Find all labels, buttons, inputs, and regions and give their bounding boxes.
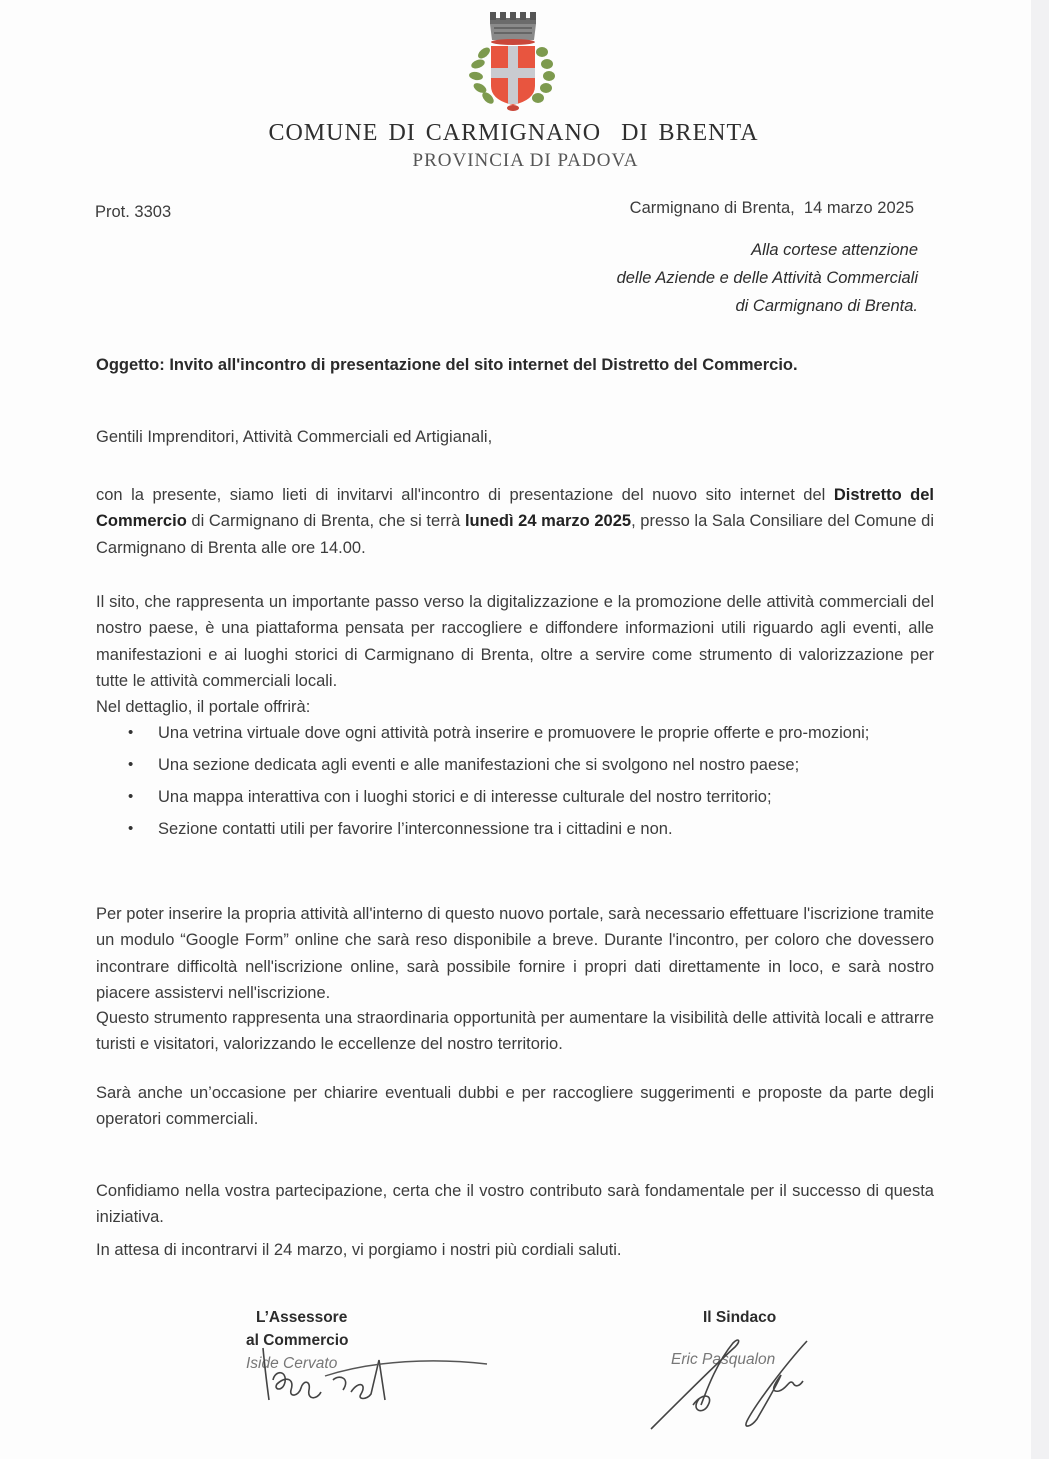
list-item: • Una vetrina virtuale dove ogni attività potrà inserire e promuovere le proprie offerte e pro-mozioni; <box>96 720 936 746</box>
signature-block-sindaco <box>671 1306 777 1368</box>
paragraph-invitation <box>96 482 934 561</box>
protocol-number: Prot. 3303 <box>95 203 172 221</box>
list-item: • Una mappa interattiva con i luoghi storici e di interesse culturale del nostro territorio; <box>96 784 936 810</box>
text-span: con la presente, siamo lieti di invitarvi all'incontro di presentazione del nuovo sito internet del <box>96 486 834 504</box>
recipient-block <box>617 236 918 320</box>
signatory-role: Il Sindaco <box>703 1309 777 1326</box>
page-edge-strip <box>1031 0 1049 1459</box>
recipient-line: Alla cortese attenzione <box>751 241 918 259</box>
signatory-name: Eric Pasqualon <box>671 1351 776 1368</box>
province-name: PROVINCIA DI PADOVA <box>412 150 639 171</box>
place-and-date: Carmignano di Brenta, 14 marzo 2025 <box>629 199 914 217</box>
district-name-bold: Distretto del Commercio <box>96 486 934 531</box>
list-item: • Sezione contatti utili per favorire l’interconnessione tra i cittadini e non. <box>96 816 936 842</box>
greeting: Gentili Imprenditori, Attività Commerciali ed Artigianali, <box>96 428 493 446</box>
list-intro: Nel dettaglio, il portale offrirà: <box>96 698 311 717</box>
municipality-name: COMUNE DI CARMIGNANO DI BRENTA <box>268 120 759 146</box>
paragraph-site-description <box>96 589 934 720</box>
paragraph-registration: Per poter inserire la propria attività all'interno di questo nuovo portale, sarà necessario effettuare l'iscrizione tramite un modulo “Google Form” online che sarà reso disponibile a breve. Durante l'incontro, per coloro che dovessero incontrare difficoltà nell'iscrizione online, sarà possibile fornire i propri dati direttamente in loco, e sarà nostro piacere assistervi nell'iscrizione. <box>96 905 934 1002</box>
paragraph-salutation: In attesa di incontrarvi il 24 marzo, vi porgiamo i nostri più cordiali saluti. <box>96 1241 622 1259</box>
signatory-name: Iside Cervato <box>246 1355 338 1372</box>
text-span: Il sito, che rappresenta un importante passo verso la digitalizzazione e la promozione delle attività commerciali del nostro paese, è una piattaforma pensata per raccogliere e diffondere informazioni utili riguardo agli eventi, alle manifestazioni e ai luoghi storici di Carmignano di Brenta, oltre a servire come strumento di valorizzazione per tutte le attività commerciali locali. <box>96 593 934 690</box>
signatory-role: al Commercio <box>246 1332 349 1349</box>
shield-icon <box>491 46 535 105</box>
recipient-line: di Carmignano di Brenta. <box>735 297 918 315</box>
event-date-bold: lunedì 24 marzo 2025 <box>464 512 632 531</box>
paragraph-closing: Confidiamo nella vostra partecipazione, certa che il vostro contributo sarà fondamentale per il successo di questa iniziativa. <box>96 1182 934 1227</box>
handwritten-signature-left <box>255 1340 495 1410</box>
text-span: , presso la Sala Consiliare del Comune di Carmignano di Brenta alle ore 14.00. <box>96 512 934 557</box>
crown-icon <box>490 12 536 45</box>
recipient-line: delle Aziende e delle Attività Commerciali <box>616 269 918 287</box>
list-item: • Una sezione dedicata agli eventi e alle manifestazioni che si svolgono nel nostro paese; <box>96 752 936 778</box>
features-list <box>96 720 936 848</box>
handwritten-signature-right <box>645 1335 825 1435</box>
paragraph-opportunity: Questo strumento rappresenta una straordinaria opportunità per aumentare la visibilità delle attività locali e attrarre turisti e visitatori, valorizzando le eccellenze del nostro territorio. <box>96 1009 934 1054</box>
signatory-role: L’Assessore <box>256 1309 348 1326</box>
coat-of-arms-icon <box>458 8 568 113</box>
text-span: di Carmignano di Brenta, che si terrà <box>186 512 465 531</box>
subject-line: Oggetto: Invito all'incontro di presentazione del sito internet del Distretto del Commercio. <box>96 356 798 374</box>
paragraph-feedback: Sarà anche un’occasione per chiarire eventuali dubbi e per raccogliere suggerimenti e proposte da parte degli operatori commerciali. <box>96 1084 934 1129</box>
